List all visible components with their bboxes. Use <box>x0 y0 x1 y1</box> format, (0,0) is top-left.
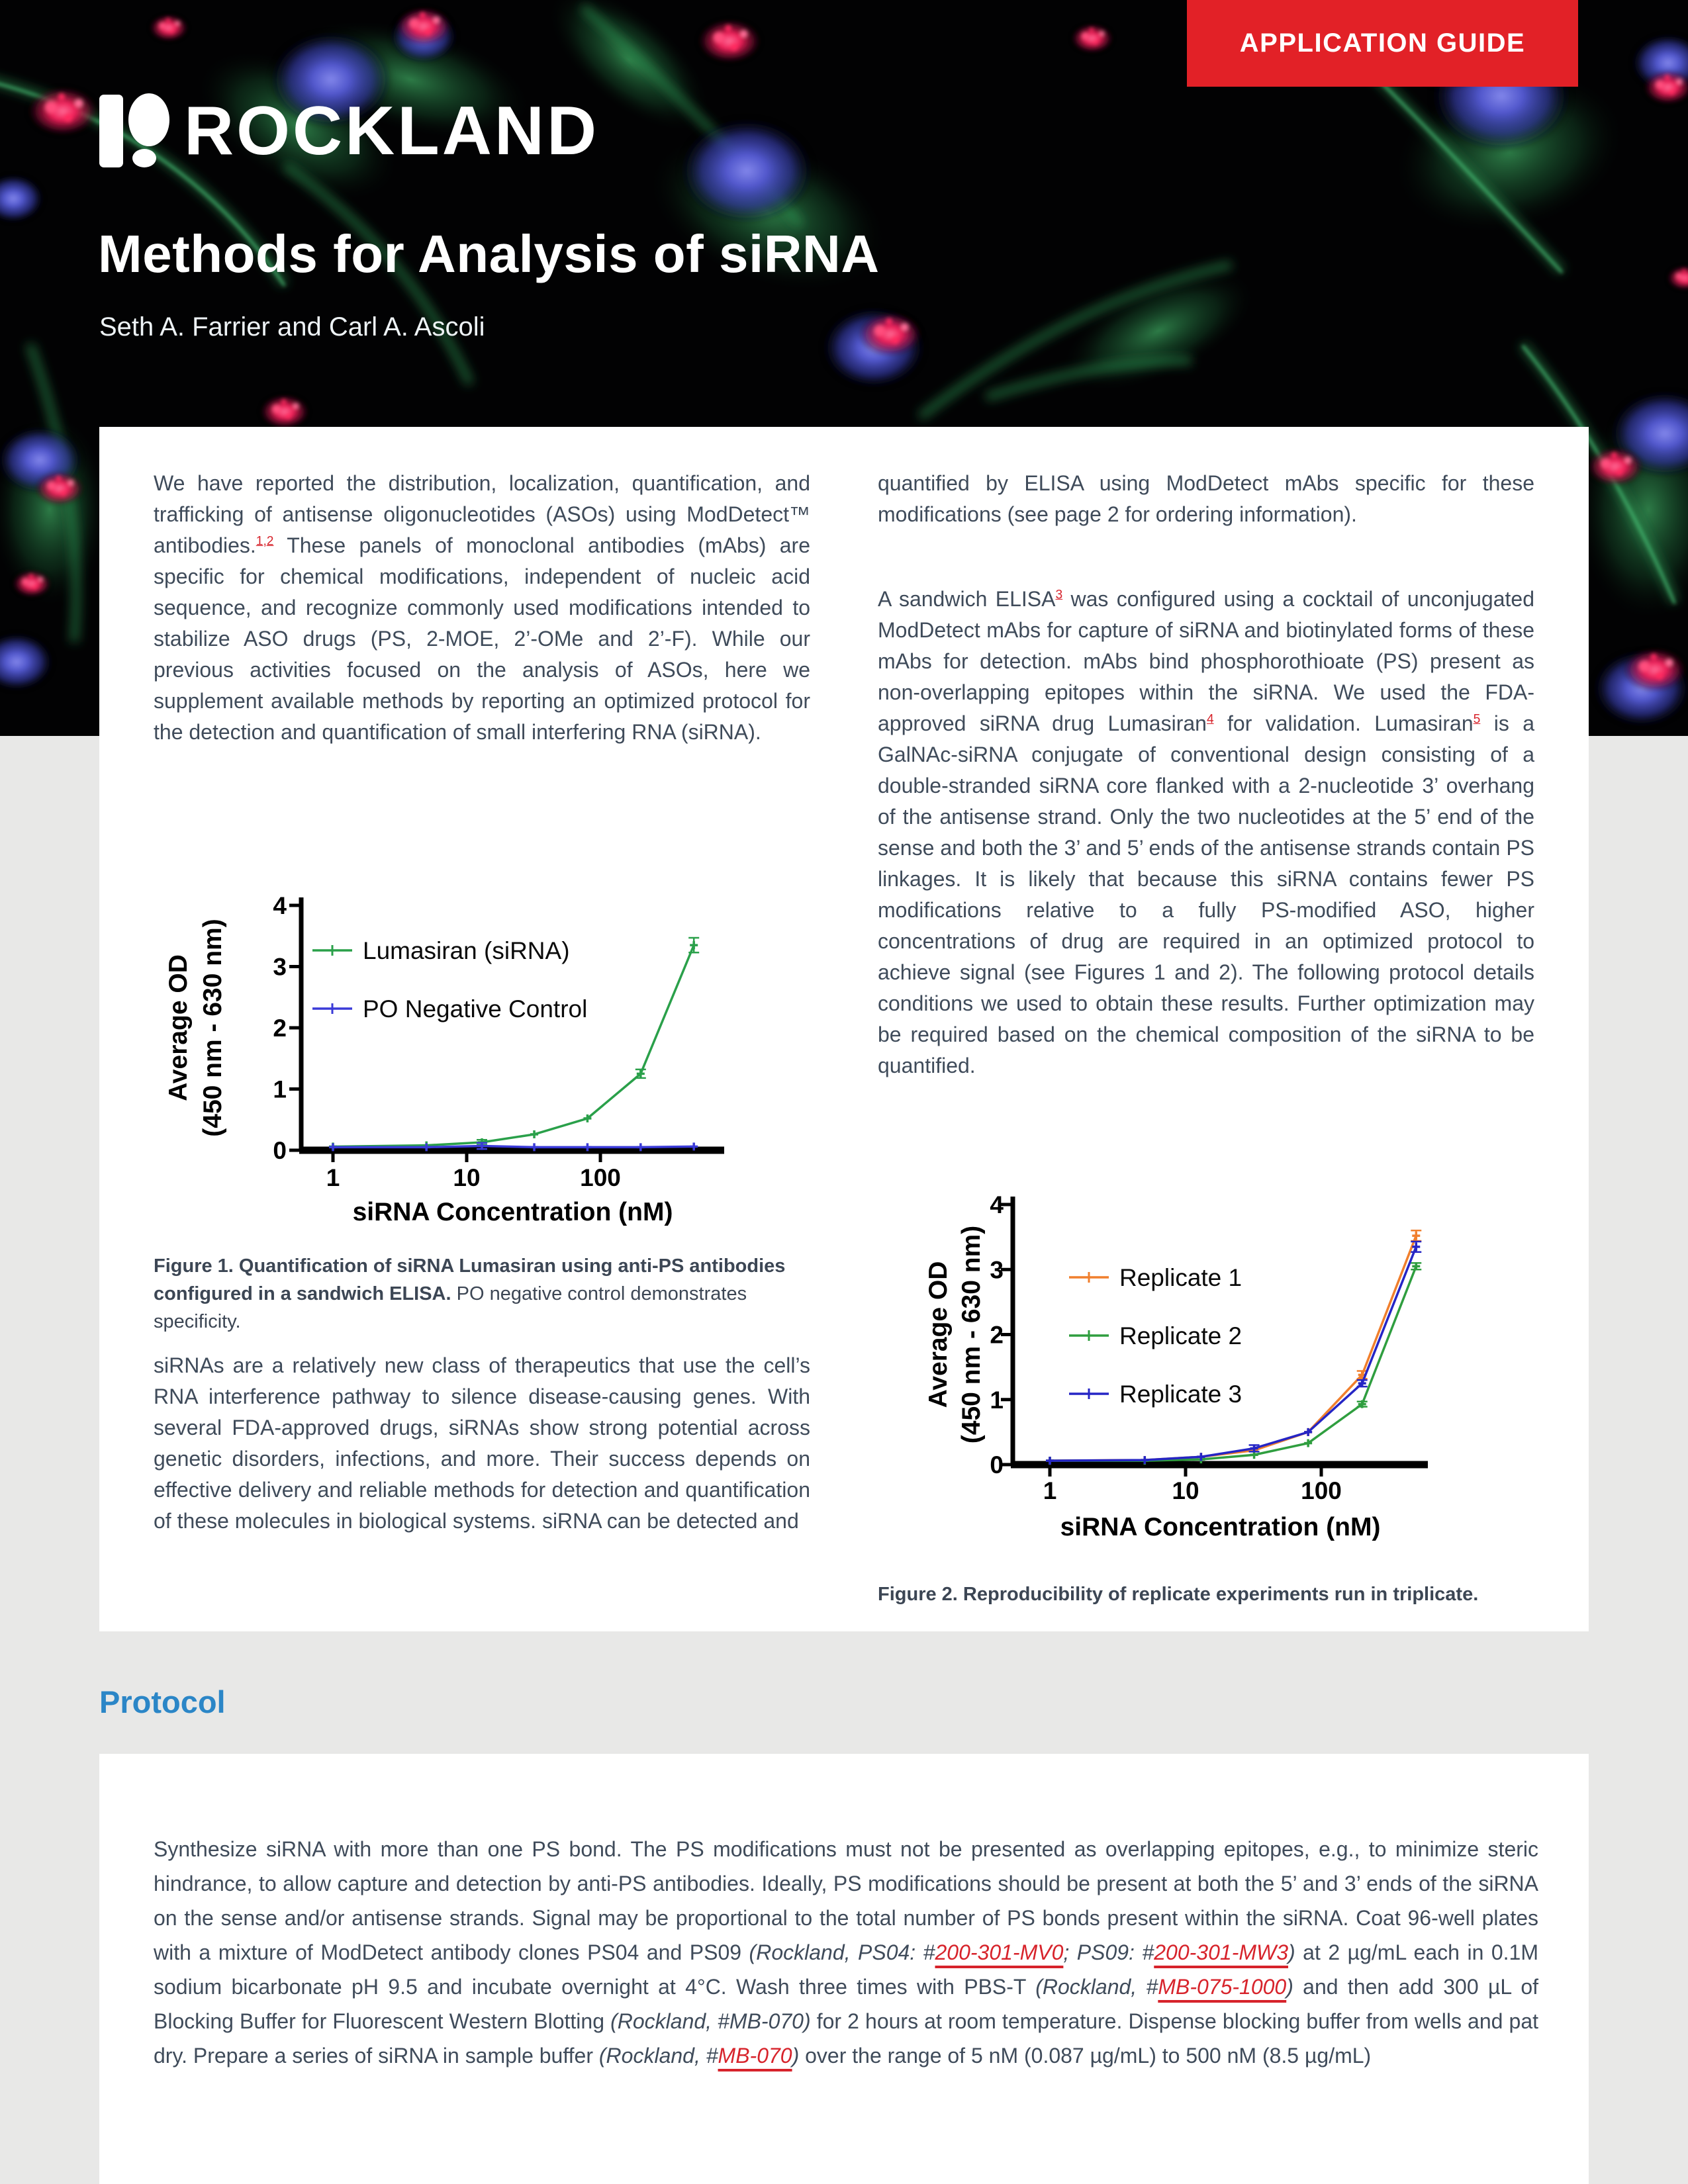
page-title: Methods for Analysis of siRNA <box>98 224 880 283</box>
svg-text:0: 0 <box>273 1137 287 1164</box>
text-run: for 2 hours at room temperature. Dispense blocking buffer from wells and pat dry. Prepare a series of siRNA in sample buffer <box>154 2009 1539 2068</box>
text-run: and then add 300 µL of Blocking Buffer for Fluorescent Western Blotting <box>154 1975 1539 2033</box>
text-run: Synthesize siRNA with more than one PS bond. The PS modifications must not be presented as overlapping epitopes, e.g., to minimize steric hindrance, to allow capture and detection by anti-PS antibodies. Ideally, PS modifications should be present at both the 5’ and 3’ ends of the siRNA on the sense and/or antisense strands. Signal may be proportional to the total number of PS bonds present within the siRNA. Coat 96-well plates with a mixture of ModDetect antibody clones PS04 and PS09 <box>154 1837 1538 1964</box>
text-run: PO negative control demonstrates specificity. <box>154 1283 747 1332</box>
figure2-caption: Figure 2. Reproducibility of replicate experiments run in triplicate. <box>878 1584 1479 1605</box>
figure1-caption <box>154 1252 822 1336</box>
svg-text:0: 0 <box>990 1451 1004 1479</box>
paragraph-sirna-class: siRNAs are a relatively new class of therapeutics that use the cell’s RNA interference pathway to silence disease-causing genes. With several FDA-approved drugs, siRNAs show strong potential across genetic disorders, infections, and more. Their success depends on effective delivery and reliable methods for detection and quantification of these molecules in biological systems. siRNA can be detected and <box>154 1353 810 1533</box>
rockland-logo-icon <box>99 95 169 167</box>
figure2-chart <box>914 1171 1542 1549</box>
svg-text:Lumasiran (siRNA): Lumasiran (siRNA) <box>363 937 570 964</box>
authors: Seth A. Farrier and Carl A. Ascoli <box>99 312 485 341</box>
svg-text:siRNA Concentration (nM): siRNA Concentration (nM) <box>1060 1513 1381 1541</box>
text-run: over the range of 5 nM (0.087 µg/mL) to 500 nM (8.5 µg/mL) <box>799 2044 1372 2068</box>
svg-text:100: 100 <box>1301 1477 1342 1504</box>
reference-link[interactable]: 4 <box>1206 712 1214 727</box>
svg-text:3: 3 <box>273 953 287 981</box>
rockland-logo <box>99 95 599 167</box>
figure1-chart <box>152 874 748 1244</box>
svg-text:Replicate 3: Replicate 3 <box>1119 1381 1243 1408</box>
paragraph-quantified: quantified by ELISA using ModDetect mAbs specific for these modifications (see page 2 for ordering information). <box>878 471 1534 526</box>
text-run: for validation. Lumasiran <box>1213 711 1474 735</box>
svg-text:(450 nm - 630 nm): (450 nm - 630 nm) <box>957 1225 986 1444</box>
rockland-logo-text: ROCKLAND <box>184 93 600 169</box>
text-run: These panels of monoclonal antibodies (mAbs) are specific for chemical modifications, independent of nucleic acid sequence, and recognize commonly used modifications intended to stabilize ASO drugs (PS, 2-MOE, 2’-OMe and 2’-F). While our previous activities focused on the analysis of ASOs, here we supplement available methods by reporting an optimized protocol for the detection and quantification of small interfering RNA (siRNA). <box>154 533 810 744</box>
catalog-number-link[interactable]: MB-070 <box>718 2044 792 2068</box>
svg-text:siRNA Concentration (nM): siRNA Concentration (nM) <box>352 1198 673 1226</box>
paragraph-sandwich-elisa <box>878 584 1534 1081</box>
text-run: ) <box>1288 1940 1295 1964</box>
application-guide-badge-label: APPLICATION GUIDE <box>1239 28 1526 58</box>
svg-text:Average OD: Average OD <box>924 1261 953 1408</box>
text-run: (Rockland, PS04: # <box>749 1940 935 1964</box>
text-run: A sandwich ELISA <box>878 587 1056 611</box>
reference-link[interactable]: 1,2 <box>256 534 274 549</box>
text-run: (Rockland, #MB-070) <box>610 2009 811 2033</box>
svg-text:10: 10 <box>453 1164 481 1191</box>
svg-text:Replicate 2: Replicate 2 <box>1119 1322 1243 1349</box>
text-run: Figure 1. Quantification of siRNA Lumasiran using anti-PS antibodies configured in a sandwich ELISA. <box>154 1255 786 1304</box>
text-run: (Rockland, # <box>1035 1975 1158 1999</box>
svg-text:PO Negative Control: PO Negative Control <box>363 995 588 1023</box>
text-run: ) <box>792 2044 800 2068</box>
text-run: ) <box>1286 1975 1293 1999</box>
paragraph-intro <box>154 468 810 748</box>
text-run: at 2 µg/mL each in 0.1M sodium bicarbonate pH 9.5 and incubate overnight at 4°C. Wash three times with PBS-T <box>154 1940 1539 1999</box>
svg-text:3: 3 <box>990 1256 1004 1284</box>
svg-text:2: 2 <box>273 1015 287 1042</box>
catalog-number-link[interactable]: 200-301-MV0 <box>935 1940 1064 1964</box>
catalog-number-link[interactable]: 200-301-MW3 <box>1154 1940 1288 1964</box>
svg-text:4: 4 <box>990 1191 1004 1218</box>
svg-text:Replicate 1: Replicate 1 <box>1119 1264 1243 1291</box>
application-guide-badge <box>1187 0 1578 87</box>
catalog-number-link[interactable]: MB-075-1000 <box>1158 1975 1287 1999</box>
text-run: (Rockland, # <box>598 2044 718 2068</box>
text-run: was configured using a cocktail of unconjugated ModDetect mAbs for capture of siRNA and biotinylated forms of these mAbs for detection. mAbs bind phosphorothioate (PS) present as non-overlapping epitopes within the siRNA. We used the FDA-approved siRNA drug Lumasiran <box>878 587 1535 735</box>
reference-link[interactable]: 5 <box>1473 712 1481 727</box>
protocol-text <box>154 1832 1538 2073</box>
text-run: is a GalNAc-siRNA conjugate of conventional design consisting of a double-stranded siRNA core flanked with a 2-nucleotide 3’ overhang of the antisense strand. Only the two nucleotides at the 5’ end of the sense and both the 3’ and 5’ ends of the antisense strands contain PS linkages. It is likely that because this siRNA contains fewer PS modifications relative to a fully PS-modified ASO, higher concentrations of drug are required in an optimized protocol to achieve signal (see Figures 1 and 2). The following protocol details conditions we used to obtain these results. Further optimization may be required based on the chemical composition of the siRNA to be quantified. <box>878 711 1535 1077</box>
text-run: We have reported the distribution, localization, quantification, and trafficking of antisense oligonucleotides (ASOs) using ModDetect™ antibodies. <box>154 471 810 557</box>
svg-text:10: 10 <box>1172 1477 1199 1504</box>
svg-text:1: 1 <box>326 1164 340 1191</box>
svg-text:Average OD: Average OD <box>164 954 193 1101</box>
svg-text:1: 1 <box>1043 1477 1057 1504</box>
reference-link[interactable]: 3 <box>1055 588 1063 602</box>
text-run: ; PS09: # <box>1063 1940 1154 1964</box>
protocol-heading: Protocol <box>99 1684 226 1719</box>
svg-text:100: 100 <box>580 1164 621 1191</box>
svg-text:2: 2 <box>990 1321 1004 1349</box>
protocol-card <box>99 1754 1589 2184</box>
article-card <box>99 427 1589 1631</box>
svg-text:1: 1 <box>990 1386 1004 1414</box>
svg-text:(450 nm - 630 nm): (450 nm - 630 nm) <box>199 919 227 1137</box>
svg-text:4: 4 <box>273 892 287 919</box>
svg-text:1: 1 <box>273 1075 287 1103</box>
